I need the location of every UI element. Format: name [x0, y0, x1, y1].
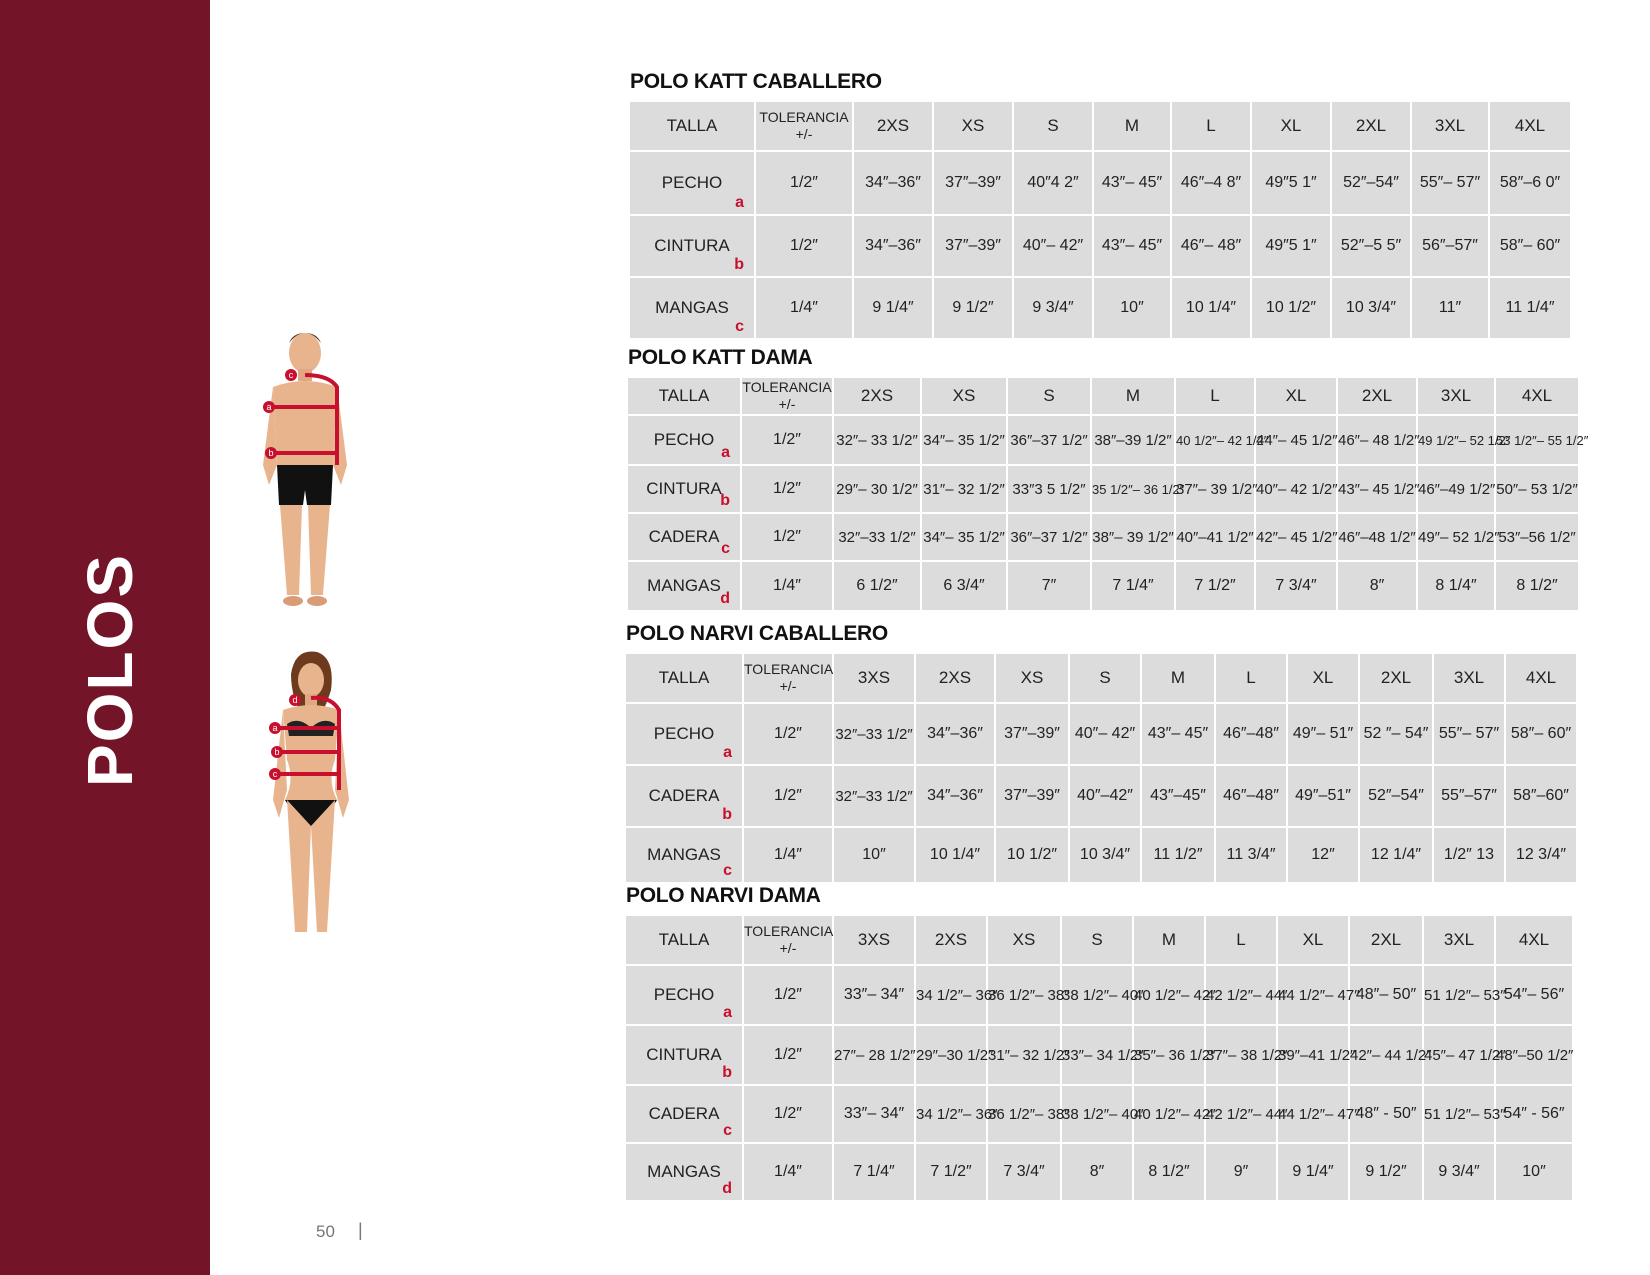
header-talla: TALLA [625, 653, 743, 703]
size-value-cell: 58″– 60″ [1489, 215, 1571, 277]
table-title: POLO KATT CABALLERO [630, 70, 882, 93]
size-value-cell: 37″–39″ [933, 151, 1013, 215]
size-value-cell: 46″–48 1/2″ [1337, 513, 1417, 561]
measure-letter: b [722, 1064, 732, 1081]
size-value-cell: 8 1/2″ [1133, 1143, 1205, 1201]
size-value-cell: 37″–39″ [995, 765, 1069, 827]
tolerance-cell: 1/2″ [743, 1085, 833, 1143]
size-value-cell: 40″–41 1/2″ [1175, 513, 1255, 561]
measure-label-cell [627, 561, 741, 611]
size-value-cell: 36″–37 1/2″ [1007, 415, 1091, 465]
size-value-cell: 38 1/2″– 40″ [1061, 965, 1133, 1025]
size-value-cell: 38″–39 1/2″ [1091, 415, 1175, 465]
header-size: 4XL [1495, 915, 1573, 965]
size-value-cell: 32″–33 1/2″ [833, 765, 915, 827]
measure-label: MANGAS [647, 576, 721, 595]
size-value-cell: 9 1/2″ [1349, 1143, 1423, 1201]
measure-label: PECHO [661, 173, 723, 192]
header-size: S [1013, 101, 1093, 151]
measure-letter: a [723, 744, 732, 761]
size-value-cell: 43″–45″ [1141, 765, 1215, 827]
header-size: 3XL [1423, 915, 1495, 965]
size-value-cell: 34 1/2″– 36″ [915, 1085, 987, 1143]
size-value-cell: 50″– 53 1/2″ [1495, 465, 1579, 513]
male-body-figure [255, 325, 355, 615]
size-value-cell: 39″–41 1/2″ [1277, 1025, 1349, 1085]
size-value-cell: 43″– 45″ [1093, 151, 1171, 215]
measure-label: MANGAS [655, 298, 729, 317]
size-value-cell: 1/2″ 13 [1433, 827, 1505, 883]
size-value-cell: 40″– 42″ [1013, 215, 1093, 277]
header-size: S [1061, 915, 1133, 965]
size-value-cell: 33″– 34″ [833, 965, 915, 1025]
size-value-cell: 52″–54″ [1359, 765, 1433, 827]
header-size: L [1171, 101, 1251, 151]
size-value-cell: 34″–36″ [915, 765, 995, 827]
measure-label-cell [625, 827, 743, 883]
size-value-cell: 43″– 45″ [1141, 703, 1215, 765]
size-value-cell: 58″–60″ [1505, 765, 1577, 827]
size-value-cell: 42″– 44 1/2″ [1349, 1025, 1423, 1085]
size-table [624, 914, 1574, 1202]
table-row [625, 703, 1577, 765]
header-size: 2XL [1359, 653, 1433, 703]
size-value-cell: 6 3/4″ [921, 561, 1007, 611]
table-row [627, 415, 1579, 465]
size-value-cell: 45″– 47 1/2″ [1423, 1025, 1495, 1085]
size-table [624, 652, 1578, 884]
male-label-c: c [288, 370, 294, 380]
size-value-cell: 8″ [1061, 1143, 1133, 1201]
size-value-cell: 42 1/2″– 44″ [1205, 1085, 1277, 1143]
measure-letter: a [735, 194, 744, 211]
size-value-cell: 55″– 57″ [1411, 151, 1489, 215]
size-value-cell: 31″– 32 1/2″ [921, 465, 1007, 513]
header-size: XL [1251, 101, 1331, 151]
table-header-row [625, 915, 1573, 965]
size-value-cell: 53 1/2″– 55 1/2″ [1495, 415, 1579, 465]
measure-label: MANGAS [647, 1162, 721, 1181]
size-value-cell: 11 3/4″ [1215, 827, 1287, 883]
tolerance-cell: 1/4″ [743, 1143, 833, 1201]
size-value-cell: 40 1/2″– 42″ [1133, 965, 1205, 1025]
size-value-cell: 37″–39″ [995, 703, 1069, 765]
measure-label: PECHO [653, 985, 715, 1004]
size-value-cell: 52″–5 5″ [1331, 215, 1411, 277]
measure-letter: b [720, 492, 730, 509]
size-value-cell: 58″–6 0″ [1489, 151, 1571, 215]
size-value-cell: 52 ″– 54″ [1359, 703, 1433, 765]
size-value-cell: 40″– 42 1/2″ [1255, 465, 1337, 513]
size-value-cell: 10 1/2″ [1251, 277, 1331, 339]
size-table [626, 376, 1589, 612]
header-size: 3XS [833, 653, 915, 703]
header-size: M [1141, 653, 1215, 703]
measure-letter: b [734, 256, 744, 273]
size-value-cell: 32″–33 1/2″ [833, 703, 915, 765]
size-value-cell: 9 1/4″ [1277, 1143, 1349, 1201]
size-value-cell: 38 1/2″– 40″ [1061, 1085, 1133, 1143]
size-value-cell: 55″–57″ [1433, 765, 1505, 827]
tolerance-cell: 1/4″ [743, 827, 833, 883]
header-tolerancia: TOLERANCIA +/- [755, 101, 853, 151]
size-value-cell: 43″– 45 1/2″ [1337, 465, 1417, 513]
header-size: 2XS [853, 101, 933, 151]
header-size: M [1091, 377, 1175, 415]
table-row [627, 561, 1579, 611]
size-value-cell: 40 1/2″– 42″ [1133, 1085, 1205, 1143]
size-value-cell: 49″5 1″ [1251, 215, 1331, 277]
header-tolerancia: TOLERANCIA +/- [743, 653, 833, 703]
size-table [628, 100, 1572, 340]
female-label-c: c [272, 769, 278, 779]
header-size: XL [1277, 915, 1349, 965]
size-section-polo-narvi-dama [624, 884, 1574, 1202]
size-value-cell: 42 1/2″– 44″ [1205, 965, 1277, 1025]
size-value-cell: 12 1/4″ [1359, 827, 1433, 883]
size-value-cell: 56″–57″ [1411, 215, 1489, 277]
measure-letter: a [721, 444, 730, 461]
size-value-cell: 7 1/4″ [833, 1143, 915, 1201]
header-size: 2XL [1337, 377, 1417, 415]
tolerance-cell: 1/2″ [743, 765, 833, 827]
size-value-cell: 34″–36″ [853, 151, 933, 215]
male-label-b: b [268, 448, 274, 458]
measure-label: CADERA [648, 527, 720, 546]
size-value-cell: 54″ - 56″ [1495, 1085, 1573, 1143]
size-value-cell: 40″4 2″ [1013, 151, 1093, 215]
tolerance-cell: 1/2″ [741, 415, 833, 465]
header-size: XS [987, 915, 1061, 965]
table-header-row [627, 377, 1579, 415]
size-value-cell: 49 1/2″– 52 1/2″ [1417, 415, 1495, 465]
measure-label-cell [625, 703, 743, 765]
size-value-cell: 34 1/2″– 36″ [915, 965, 987, 1025]
measure-letter: c [723, 1122, 732, 1139]
size-value-cell: 10″ [1093, 277, 1171, 339]
size-value-cell: 34″– 35 1/2″ [921, 415, 1007, 465]
female-label-d: d [292, 695, 298, 705]
table-row [629, 151, 1571, 215]
size-value-cell: 40″–42″ [1069, 765, 1141, 827]
header-size: 2XL [1349, 915, 1423, 965]
table-title: POLO NARVI DAMA [626, 884, 821, 907]
measure-letter: c [723, 862, 732, 879]
size-value-cell: 33″– 34″ [833, 1085, 915, 1143]
tolerance-cell: 1/2″ [741, 465, 833, 513]
size-value-cell: 37″– 38 1/2″ [1205, 1025, 1277, 1085]
size-value-cell: 44 1/2″– 47″ [1277, 1085, 1349, 1143]
measure-label: MANGAS [647, 845, 721, 864]
size-value-cell: 46″– 48 1/2″ [1337, 415, 1417, 465]
tolerance-cell: 1/4″ [755, 277, 853, 339]
tolerance-cell: 1/4″ [741, 561, 833, 611]
measure-label: CINTURA [646, 479, 722, 498]
table-header-row [629, 101, 1571, 151]
header-size: M [1133, 915, 1205, 965]
size-value-cell: 32″– 33 1/2″ [833, 415, 921, 465]
measure-letter: a [723, 1004, 732, 1021]
size-value-cell: 51 1/2″– 53″ [1423, 1085, 1495, 1143]
size-value-cell: 10 1/4″ [915, 827, 995, 883]
header-size: XS [995, 653, 1069, 703]
size-value-cell: 9 1/4″ [853, 277, 933, 339]
size-value-cell: 46″– 48″ [1171, 215, 1251, 277]
size-value-cell: 35″– 36 1/2″ [1133, 1025, 1205, 1085]
tolerance-cell: 1/2″ [743, 965, 833, 1025]
size-value-cell: 43″– 45″ [1093, 215, 1171, 277]
table-row [625, 1085, 1573, 1143]
measure-label: CADERA [648, 1104, 720, 1123]
size-value-cell: 9 1/2″ [933, 277, 1013, 339]
size-value-cell: 48″– 50″ [1349, 965, 1423, 1025]
size-value-cell: 46″–48″ [1215, 765, 1287, 827]
male-label-a: a [266, 402, 272, 412]
size-value-cell: 7 1/2″ [1175, 561, 1255, 611]
measure-letter: c [735, 318, 744, 335]
header-size: L [1215, 653, 1287, 703]
size-value-cell: 49″– 51″ [1287, 703, 1359, 765]
size-value-cell: 10 1/4″ [1171, 277, 1251, 339]
tolerance-cell: 1/2″ [743, 703, 833, 765]
table-header-row [625, 653, 1577, 703]
section-title-vertical: POLOS [74, 552, 146, 788]
size-value-cell: 58″– 60″ [1505, 703, 1577, 765]
size-section-polo-katt-caballero [628, 70, 1572, 340]
header-size: XS [933, 101, 1013, 151]
measure-label-cell [625, 765, 743, 827]
size-value-cell: 48″ - 50″ [1349, 1085, 1423, 1143]
tolerance-cell: 1/2″ [743, 1025, 833, 1085]
tolerance-cell: 1/2″ [741, 513, 833, 561]
header-size: 2XS [915, 915, 987, 965]
table-title: POLO NARVI CABALLERO [626, 622, 888, 645]
header-talla: TALLA [629, 101, 755, 151]
size-value-cell: 44 1/2″– 47″ [1277, 965, 1349, 1025]
size-section-polo-katt-dama [626, 346, 1589, 612]
header-size: XL [1287, 653, 1359, 703]
header-size: XS [921, 377, 1007, 415]
size-value-cell: 34″–36″ [915, 703, 995, 765]
page-separator: | [358, 1220, 363, 1240]
size-value-cell: 9″ [1205, 1143, 1277, 1201]
size-value-cell: 42″– 45 1/2″ [1255, 513, 1337, 561]
size-value-cell: 49″5 1″ [1251, 151, 1331, 215]
size-value-cell: 8″ [1337, 561, 1417, 611]
size-value-cell: 10 1/2″ [995, 827, 1069, 883]
size-value-cell: 46″–48″ [1215, 703, 1287, 765]
size-value-cell: 7 3/4″ [1255, 561, 1337, 611]
header-tolerancia: TOLERANCIA +/- [743, 915, 833, 965]
header-size: S [1069, 653, 1141, 703]
size-value-cell: 49″–51″ [1287, 765, 1359, 827]
size-value-cell: 10″ [1495, 1143, 1573, 1201]
header-size: 4XL [1495, 377, 1579, 415]
size-value-cell: 6 1/2″ [833, 561, 921, 611]
sidebar [0, 0, 210, 1275]
header-size: 2XL [1331, 101, 1411, 151]
table-row [629, 277, 1571, 339]
table-row [625, 965, 1573, 1025]
header-size: 3XL [1417, 377, 1495, 415]
size-value-cell: 48″–50 1/2″ [1495, 1025, 1573, 1085]
size-value-cell: 36″–37 1/2″ [1007, 513, 1091, 561]
size-section-polo-narvi-caballero [624, 622, 1578, 884]
measure-letter: d [720, 590, 730, 607]
size-value-cell: 51 1/2″– 53″ [1423, 965, 1495, 1025]
size-value-cell: 33″– 34 1/2″ [1061, 1025, 1133, 1085]
measure-letter: b [722, 806, 732, 823]
size-value-cell: 49″– 52 1/2″ [1417, 513, 1495, 561]
size-value-cell: 11 1/2″ [1141, 827, 1215, 883]
size-value-cell: 8 1/4″ [1417, 561, 1495, 611]
measure-letter: d [722, 1180, 732, 1197]
size-value-cell: 40″– 42″ [1069, 703, 1141, 765]
size-value-cell: 55″– 57″ [1433, 703, 1505, 765]
size-value-cell: 29″– 30 1/2″ [833, 465, 921, 513]
header-size: L [1175, 377, 1255, 415]
size-value-cell: 36 1/2″– 38″ [987, 1085, 1061, 1143]
size-value-cell: 35 1/2″– 36 1/2″ [1091, 465, 1175, 513]
table-row [625, 1025, 1573, 1085]
header-size: 3XL [1411, 101, 1489, 151]
table-row [627, 465, 1579, 513]
header-talla: TALLA [627, 377, 741, 415]
header-size: 2XS [915, 653, 995, 703]
table-title: POLO KATT DAMA [628, 346, 813, 369]
size-value-cell: 37″– 39 1/2″ [1175, 465, 1255, 513]
size-value-cell: 7″ [1007, 561, 1091, 611]
measure-label-cell [625, 1143, 743, 1201]
size-value-cell: 10 3/4″ [1331, 277, 1411, 339]
header-size: 3XL [1433, 653, 1505, 703]
measure-label: CADERA [648, 786, 720, 805]
size-value-cell: 11 1/4″ [1489, 277, 1571, 339]
size-value-cell: 11″ [1411, 277, 1489, 339]
size-value-cell: 8 1/2″ [1495, 561, 1579, 611]
size-value-cell: 7 1/4″ [1091, 561, 1175, 611]
size-value-cell: 12 3/4″ [1505, 827, 1577, 883]
measure-label: PECHO [653, 724, 715, 743]
header-talla: TALLA [625, 915, 743, 965]
header-size: 2XS [833, 377, 921, 415]
header-size: 4XL [1505, 653, 1577, 703]
size-value-cell: 12″ [1287, 827, 1359, 883]
size-value-cell: 27″– 28 1/2″ [833, 1025, 915, 1085]
size-value-cell: 37″–39″ [933, 215, 1013, 277]
size-value-cell: 32″–33 1/2″ [833, 513, 921, 561]
size-value-cell: 54″– 56″ [1495, 965, 1573, 1025]
measure-label-cell [629, 151, 755, 215]
size-value-cell: 52″–54″ [1331, 151, 1411, 215]
header-size: 4XL [1489, 101, 1571, 151]
size-value-cell: 34″– 35 1/2″ [921, 513, 1007, 561]
size-value-cell: 46″–4 8″ [1171, 151, 1251, 215]
header-size: 3XS [833, 915, 915, 965]
size-value-cell: 10 3/4″ [1069, 827, 1141, 883]
measure-label: CINTURA [646, 1045, 722, 1064]
size-value-cell: 53″–56 1/2″ [1495, 513, 1579, 561]
size-value-cell: 29″–30 1/2″ [915, 1025, 987, 1085]
size-value-cell: 33″3 5 1/2″ [1007, 465, 1091, 513]
measure-label-cell [625, 965, 743, 1025]
size-value-cell: 7 3/4″ [987, 1143, 1061, 1201]
size-value-cell: 38″– 39 1/2″ [1091, 513, 1175, 561]
header-tolerancia: TOLERANCIA +/- [741, 377, 833, 415]
female-label-b: b [274, 747, 280, 757]
measure-label-cell [629, 215, 755, 277]
female-body-figure [265, 650, 355, 942]
table-row [625, 765, 1577, 827]
measure-label-cell [625, 1085, 743, 1143]
table-row [627, 513, 1579, 561]
page-number: 50 [316, 1222, 335, 1241]
measure-letter: c [721, 540, 730, 557]
header-size: L [1205, 915, 1277, 965]
size-value-cell: 7 1/2″ [915, 1143, 987, 1201]
size-value-cell: 40 1/2″– 42 1/2″ [1175, 415, 1255, 465]
header-size: M [1093, 101, 1171, 151]
header-size: S [1007, 377, 1091, 415]
size-value-cell: 10″ [833, 827, 915, 883]
measure-label-cell [629, 277, 755, 339]
measure-label-cell [627, 465, 741, 513]
measure-label-cell [627, 415, 741, 465]
header-size: XL [1255, 377, 1337, 415]
size-value-cell: 9 3/4″ [1423, 1143, 1495, 1201]
measure-label: CINTURA [654, 236, 730, 255]
size-value-cell: 34″–36″ [853, 215, 933, 277]
measure-label-cell [627, 513, 741, 561]
table-row [629, 215, 1571, 277]
size-value-cell: 31″– 32 1/2″ [987, 1025, 1061, 1085]
size-value-cell: 46″–49 1/2″ [1417, 465, 1495, 513]
table-row [625, 1143, 1573, 1201]
table-row [625, 827, 1577, 883]
size-value-cell: 36 1/2″– 38″ [987, 965, 1061, 1025]
measure-label: PECHO [653, 430, 715, 449]
size-value-cell: 44″– 45 1/2″ [1255, 415, 1337, 465]
female-label-a: a [272, 723, 278, 733]
size-value-cell: 9 3/4″ [1013, 277, 1093, 339]
tolerance-cell: 1/2″ [755, 215, 853, 277]
tolerance-cell: 1/2″ [755, 151, 853, 215]
measure-label-cell [625, 1025, 743, 1085]
